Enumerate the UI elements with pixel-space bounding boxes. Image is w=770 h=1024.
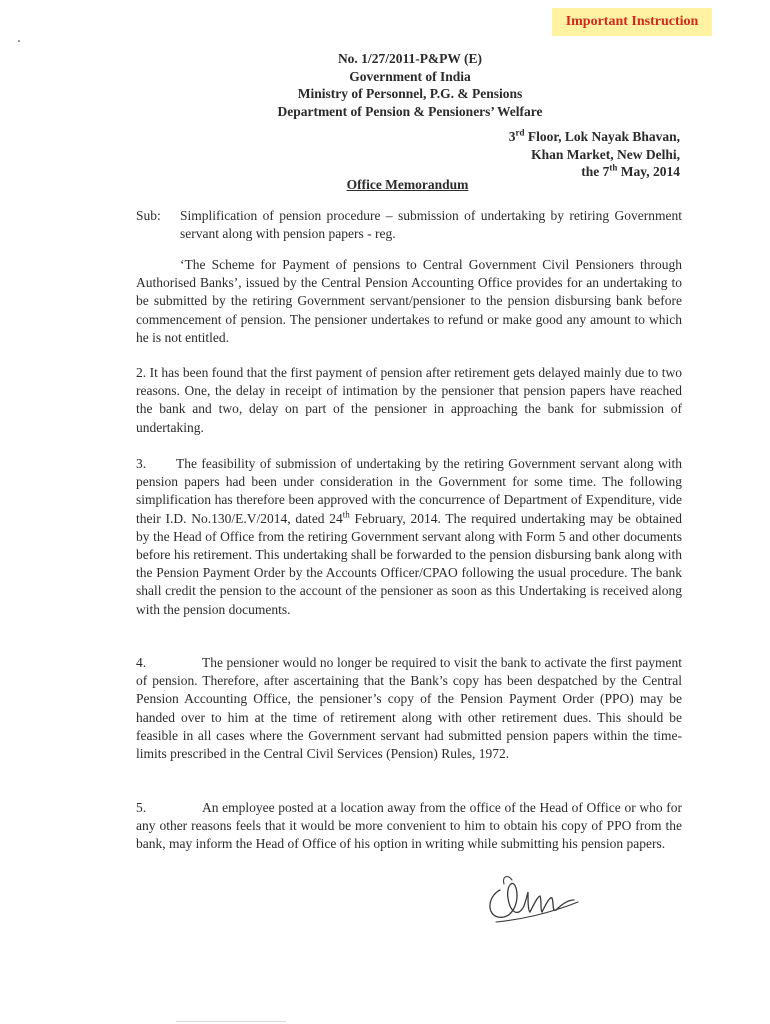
address-line-1: 3rd Floor, Lok Nayak Bhavan,: [508, 127, 680, 144]
address-line-2: Khan Market, New Delhi,: [531, 146, 680, 162]
footer-rule: [176, 1021, 286, 1022]
government-line: Government of India: [349, 68, 471, 84]
scan-speck: [18, 40, 20, 42]
handwritten-signature: [478, 862, 588, 932]
paragraph-1: ‘The Scheme for Payment of pensions to Central Government Civil Pensioners through Authorised Banks’, issued by the Central Pension Accounting Office provides for an undertaking to be submitted by the retiring Government servant/pensioner to the pension disbursing bank before commencement of pension. The pensioner undertakes to refund or make good any amount to which he is not entitled.: [136, 257, 682, 345]
paragraph-3-number: 3.: [136, 456, 147, 471]
subject-text: Simplification of pension procedure – submission of undertaking by retiring Government servant along with pension papers - reg.: [180, 208, 682, 241]
subject-label: Sub:: [136, 208, 161, 223]
paragraph-4-number: 4.: [136, 655, 147, 670]
department-line: Department of Pension & Pensioners’ Welfare: [277, 103, 543, 119]
file-number: No. 1/27/2011-P&PW (E): [337, 51, 483, 66]
memo-header: [200, 50, 620, 120]
paragraph-2: 2. It has been found that the first payment of pension after retirement gets delayed mainly due to two reasons. One, the delay in receipt of intimation by the pensioner that pension papers have reached the bank and two, delay on part of the pensioner in approaching the bank for submission of undertaking.: [136, 365, 682, 435]
subject-line: [136, 207, 682, 243]
important-instruction-badge: Important Instruction: [552, 8, 712, 36]
ministry-line: Ministry of Personnel, P.G. & Pensions: [297, 86, 523, 101]
memo-date: the 7th May, 2014: [581, 162, 680, 179]
address-block: [509, 128, 680, 181]
paragraph-5: 5. An employee posted at a location away from the office of the Head of Office or who for any other reasons feels that it would be more convenient to him to obtain his copy of PPO from the bank, may inform the Head of Office of his option in writing while submitting his pension papers.: [136, 800, 682, 852]
document-title: Office Memorandum: [346, 177, 469, 192]
paragraph-5-number: 5.: [136, 800, 147, 815]
paragraph-3: 3. The feasibility of submission of undertaking by the retiring Government servant along with pension papers had been under consideration in the Government for some time. The following simplification has therefore been approved with the concurrence of Department of Expenditure, vide their I.D. No.130/E.V/2014, dated 24th February, 2014. The required undertaking may be obtained by the Head of Office from the retiring Government servant along with Form 5 and other documents before his retirement. This undertaking shall be forwarded to the pension disbursing bank along with the Pension Payment Order by the Accounts Officer/CPAO following the usual procedure. The bank shall credit the pension to the account of the pensioner as soon as this Undertaking is received along with the pension documents.: [136, 456, 682, 617]
paragraph-4: 4. The pensioner would no longer be required to visit the bank to activate the first payment of pension. Therefore, after ascertaining that the Bank’s copy has been despatched by the Central Pension Accounting Office, the pensioner’s copy of the Pension Payment Order (PPO) may be handed over to him at the time of retirement along with other retirement dues. This should be feasible in all cases where the Government servant had submitted pension papers within the time-limits prescribed in the Central Civil Services (Pension) Rules, 1972.: [136, 655, 682, 762]
